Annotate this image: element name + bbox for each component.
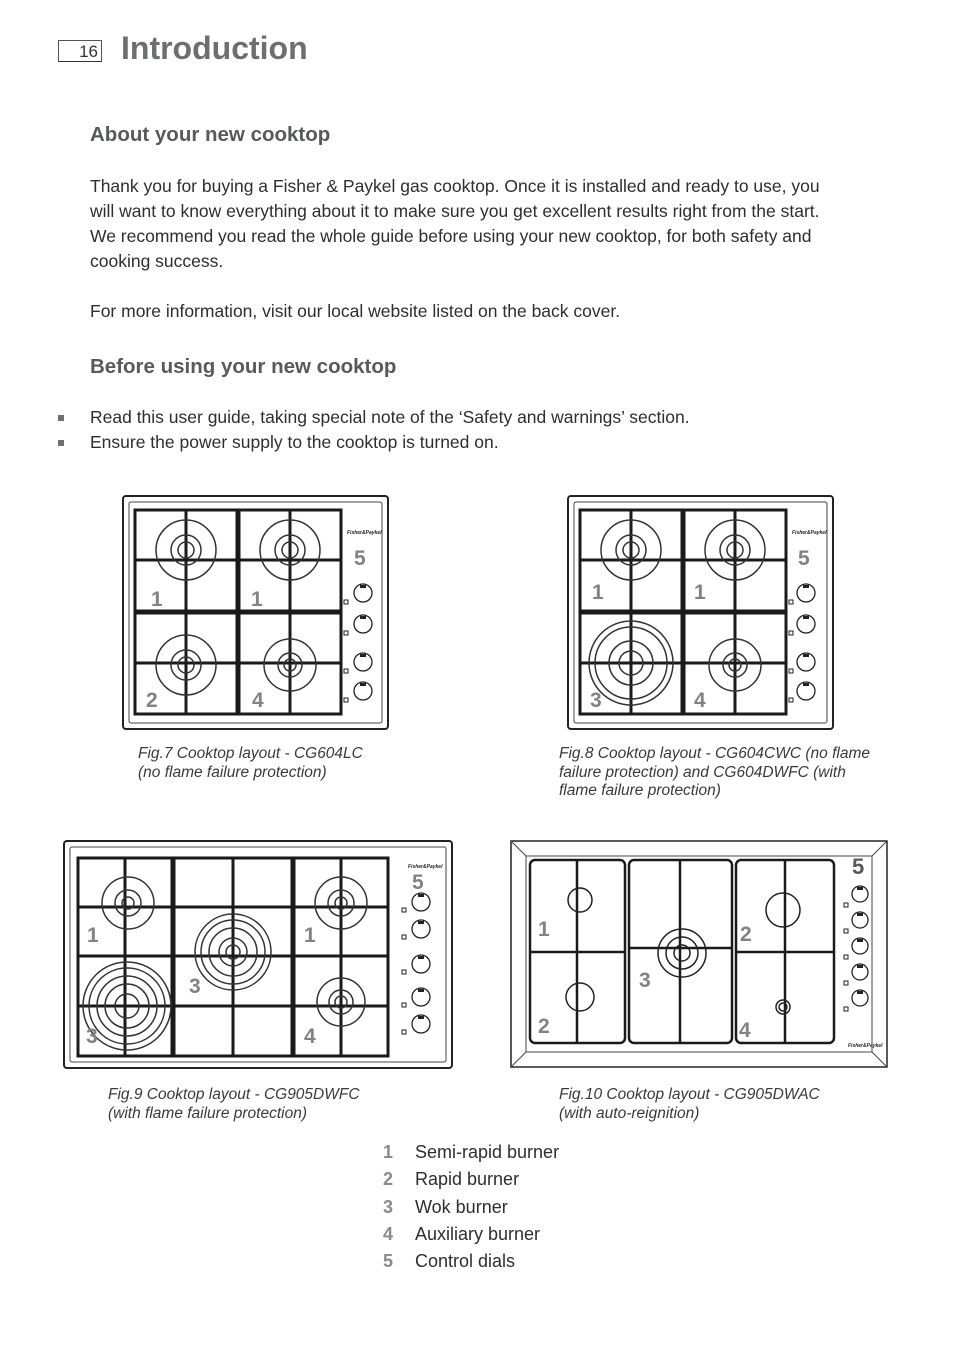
about-line: cooking success. xyxy=(90,251,224,271)
about-line: Thank you for buying a Fisher & Paykel gas cooktop. Once it is installed and ready to use, you xyxy=(90,176,820,196)
before-bullet-list xyxy=(0,405,690,455)
diagram-label-3: 3 xyxy=(86,1025,98,1048)
cooktop-diagram-fig10 xyxy=(510,840,889,1070)
caption-line: (with flame failure protection) xyxy=(108,1104,307,1122)
figure-caption xyxy=(108,1086,360,1123)
bullet-square-icon xyxy=(58,415,64,421)
caption-line: (no flame failure protection) xyxy=(138,763,327,781)
before-heading: Before using your new cooktop xyxy=(90,355,397,378)
bullet-text: Read this user guide, taking special note of the ‘Safety and warnings’ section. xyxy=(90,407,690,427)
diagram-label-5: 5 xyxy=(354,547,366,570)
website-note: For more information, visit our local website listed on the back cover. xyxy=(90,301,621,321)
caption-line: Fig.9 Cooktop layout - CG905DWFC xyxy=(108,1086,360,1103)
diagram-label-4: 4 xyxy=(694,689,706,712)
legend-label: Auxiliary burner xyxy=(415,1223,541,1244)
cooktop-diagram-fig8 xyxy=(567,495,835,731)
about-paragraph xyxy=(90,174,900,274)
diagram-label-2: 2 xyxy=(146,689,158,712)
legend-label: Wok burner xyxy=(415,1196,508,1217)
legend-number: 1 xyxy=(383,1142,394,1162)
diagram-label-3: 3 xyxy=(189,975,201,998)
legend-item xyxy=(380,1194,559,1221)
diagram-label-1: 1 xyxy=(694,581,706,604)
legend-number: 3 xyxy=(383,1196,394,1217)
brand-logo: Fisher&Paykel xyxy=(848,1043,883,1049)
brand-logo: Fisher&Paykel xyxy=(347,530,382,536)
caption-line: Fig.8 Cooktop layout - CG604CWC (no flame xyxy=(559,745,870,762)
diagram-label-4: 4 xyxy=(739,1019,751,1042)
legend-label: Control dials xyxy=(415,1251,516,1272)
diagram-label-5: 5 xyxy=(798,547,810,570)
caption-line: failure protection) and CG604DWFC (with xyxy=(559,763,846,781)
cooktop-diagram-fig9 xyxy=(63,840,454,1070)
legend-item xyxy=(380,1166,559,1193)
caption-line: (with auto-reignition) xyxy=(559,1104,700,1122)
diagram-label-2: 2 xyxy=(538,1015,550,1038)
legend-item xyxy=(380,1139,559,1166)
diagram-label-5: 5 xyxy=(852,854,865,879)
diagram-label-2: 2 xyxy=(740,923,752,946)
diagram-label-4: 4 xyxy=(304,1025,316,1048)
about-line: We recommend you read the whole guide before using your new cooktop, for both safety and xyxy=(90,226,812,246)
diagram-label-3: 3 xyxy=(639,969,651,992)
diagram-label-1: 1 xyxy=(151,588,163,611)
diagram-label-3: 3 xyxy=(590,689,602,712)
legend-number: 4 xyxy=(383,1223,394,1244)
brand-logo: Fisher&Paykel xyxy=(408,864,443,870)
legend-number: 2 xyxy=(383,1169,394,1190)
diagram-label-1: 1 xyxy=(251,588,263,611)
diagram-label-1: 1 xyxy=(592,581,604,604)
legend-item xyxy=(380,1248,559,1275)
figure-caption xyxy=(138,745,363,782)
bullet-text: Ensure the power supply to the cooktop is turned on. xyxy=(90,432,499,452)
burner-legend xyxy=(380,1139,559,1275)
caption-line: flame failure protection) xyxy=(559,782,721,799)
figure-caption xyxy=(559,745,870,801)
bullet-item xyxy=(0,405,690,430)
figure-caption xyxy=(559,1086,820,1123)
page-title: Introduction xyxy=(121,30,308,66)
legend-number: 5 xyxy=(383,1251,394,1272)
cooktop-diagram-fig7 xyxy=(122,495,390,731)
diagram-label-1: 1 xyxy=(87,924,99,947)
page-number: 16 xyxy=(58,40,102,62)
legend-label: Rapid burner xyxy=(415,1169,520,1190)
diagram-label-4: 4 xyxy=(252,689,264,712)
diagram-label-1: 1 xyxy=(304,924,316,947)
legend-label: Semi-rapid burner xyxy=(415,1142,560,1162)
caption-line: Fig.7 Cooktop layout - CG604LC xyxy=(138,745,363,762)
about-line: will want to know everything about it to make sure you get excellent results right from the start. xyxy=(90,201,820,221)
legend-item xyxy=(380,1221,559,1248)
caption-line: Fig.10 Cooktop layout - CG905DWAC xyxy=(559,1086,820,1103)
bullet-item xyxy=(0,430,690,455)
diagram-label-1: 1 xyxy=(538,918,550,941)
diagram-label-5: 5 xyxy=(412,871,424,894)
bullet-square-icon xyxy=(58,440,64,446)
about-heading: About your new cooktop xyxy=(90,123,331,146)
brand-logo: Fisher&Paykel xyxy=(792,530,827,536)
